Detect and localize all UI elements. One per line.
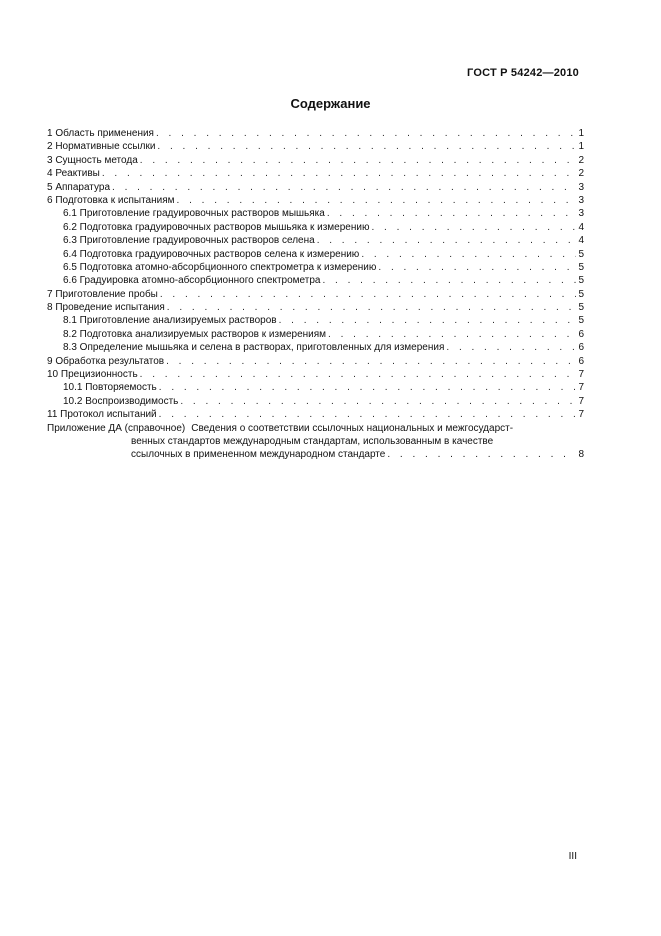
toc-entry-page-number: 2 <box>578 168 584 180</box>
dot-leader <box>317 234 577 247</box>
toc-entry-title: 3 Сущность метода <box>47 154 138 166</box>
dot-leader <box>327 207 577 220</box>
toc-entry[interactable] <box>47 154 584 167</box>
toc-appendix-entry[interactable] <box>47 422 584 462</box>
toc-entry-page-number: 5 <box>578 302 584 314</box>
toc-entry[interactable] <box>47 221 584 234</box>
toc-entry-title: 8.3 Определение мышьяка и селена в растворах, приготовленных для измерения <box>63 342 445 354</box>
toc-entry-page-number: 3 <box>578 208 584 220</box>
toc-entry[interactable] <box>47 207 584 220</box>
appendix-label: Приложение ДА (справочное) <box>47 422 186 434</box>
toc-entry-title: 8.1 Приготовление анализируемых растворов <box>63 315 277 327</box>
toc-entry-page-number: 6 <box>578 328 584 340</box>
toc-entry[interactable] <box>47 395 584 408</box>
toc-entry[interactable] <box>47 194 584 207</box>
toc-entry-title: 2 Нормативные ссылки <box>47 141 156 153</box>
dot-leader <box>156 127 576 140</box>
dot-leader <box>160 288 577 301</box>
dot-leader <box>446 341 576 354</box>
toc-entry-title: 10.2 Воспроизводимость <box>63 395 179 407</box>
toc-entry-page-number: 1 <box>578 141 584 153</box>
appendix-title-line-2: венных стандартов международным стандартам, использованным в качестве <box>131 435 494 447</box>
toc-entry-title: 1 Область применения <box>47 128 154 139</box>
dot-leader <box>328 328 576 341</box>
toc-entry-page-number: 7 <box>578 369 584 381</box>
toc-entry-title: 11 Протокол испытаний <box>47 409 157 421</box>
toc-entry-title: 10 Прецизионность <box>47 369 138 381</box>
toc-entry-title: 8 Проведение испытания <box>47 302 165 314</box>
dot-leader <box>378 261 576 274</box>
toc-entry[interactable] <box>47 274 584 287</box>
toc-entry[interactable] <box>47 328 584 341</box>
dot-leader <box>322 274 576 287</box>
toc-entry-page-number: 3 <box>578 194 584 206</box>
dot-leader <box>140 154 577 167</box>
toc-entry[interactable] <box>47 341 584 354</box>
toc-entry-title: 4 Реактивы <box>47 168 100 180</box>
toc-entry[interactable] <box>47 167 584 180</box>
toc-entry[interactable] <box>47 181 584 194</box>
appendix-title-line-3: ссылочных в примененном международном стандарте <box>131 449 386 461</box>
toc-entry-title: 6.5 Подготовка атомно-абсорбционного спектрометра к измерению <box>63 261 377 273</box>
appendix-title-line-1: Сведения о соответствии ссылочных национальных и межгосударст- <box>191 422 514 434</box>
toc-entry-title: 6.6 Градуировка атомно-абсорбционного спектрометра <box>63 275 321 287</box>
dot-leader <box>166 355 576 368</box>
dot-leader <box>180 395 576 408</box>
toc-entry-title: 6.2 Подготовка градуировочных растворов мышьяка к измерению <box>63 221 370 233</box>
toc-entry[interactable] <box>47 140 584 153</box>
toc-entry-page-number: 5 <box>578 288 584 300</box>
toc-entry-title: 6.3 Приготовление градуировочных растворов селена <box>63 235 315 247</box>
toc-entry[interactable] <box>47 355 584 368</box>
toc-entry-page-number: 5 <box>578 248 584 260</box>
dot-leader <box>387 448 576 461</box>
toc-entry-title: 6.4 Подготовка градуировочных растворов селена к измерению <box>63 248 360 260</box>
toc-entry[interactable] <box>47 261 584 274</box>
page-title: Содержание <box>290 96 371 111</box>
toc-entry-page-number: 4 <box>578 221 584 233</box>
toc-entry-title: 6.1 Приготовление градуировочных растворов мышьяка <box>63 208 325 220</box>
toc-entry-page-number: 5 <box>578 315 584 327</box>
toc-entry[interactable] <box>47 408 584 421</box>
toc-entry[interactable] <box>47 314 584 327</box>
toc-entry-page-number: 6 <box>578 355 584 367</box>
toc-entry-title: 9 Обработка результатов <box>47 355 165 367</box>
toc-entry[interactable] <box>47 127 584 140</box>
dot-leader <box>112 181 576 194</box>
page-number: III <box>568 851 577 862</box>
toc-entry[interactable] <box>47 381 584 394</box>
toc-entry-page-number: 7 <box>578 409 584 421</box>
dot-leader <box>102 167 577 180</box>
toc-entry-page-number: 7 <box>578 382 584 394</box>
toc-entry-page-number: 3 <box>578 181 584 193</box>
toc-entry-page-number: 4 <box>578 235 584 247</box>
table-of-contents <box>47 127 584 462</box>
toc-entry-page-number: 2 <box>578 154 584 166</box>
dot-leader <box>159 381 577 394</box>
toc-entry-title: 10.1 Повторяемость <box>63 382 157 394</box>
dot-leader <box>159 408 577 421</box>
document-standard-number: ГОСТ Р 54242—2010 <box>467 67 579 79</box>
dot-leader <box>361 248 576 261</box>
appendix-page-number: 8 <box>578 449 584 461</box>
dot-leader <box>177 194 577 207</box>
toc-entry-page-number: 1 <box>578 128 584 139</box>
dot-leader <box>279 314 577 327</box>
toc-entry-page-number: 6 <box>578 342 584 354</box>
toc-entry-page-number: 7 <box>578 395 584 407</box>
toc-entry[interactable] <box>47 248 584 261</box>
dot-leader <box>140 368 577 381</box>
dot-leader <box>167 301 577 314</box>
toc-entry-page-number: 5 <box>578 275 584 287</box>
toc-entry[interactable] <box>47 301 584 314</box>
dot-leader <box>157 140 576 153</box>
toc-entry-page-number: 5 <box>578 261 584 273</box>
toc-entry[interactable] <box>47 234 584 247</box>
toc-entry[interactable] <box>47 288 584 301</box>
toc-entry[interactable] <box>47 368 584 381</box>
dot-leader <box>371 221 576 234</box>
toc-entry-title: 5 Аппаратура <box>47 181 111 193</box>
toc-entry-title: 8.2 Подготовка анализируемых растворов к измерениям <box>63 328 327 340</box>
toc-entry-title: 7 Приготовление пробы <box>47 288 158 300</box>
toc-entry-title: 6 Подготовка к испытаниям <box>47 194 175 206</box>
